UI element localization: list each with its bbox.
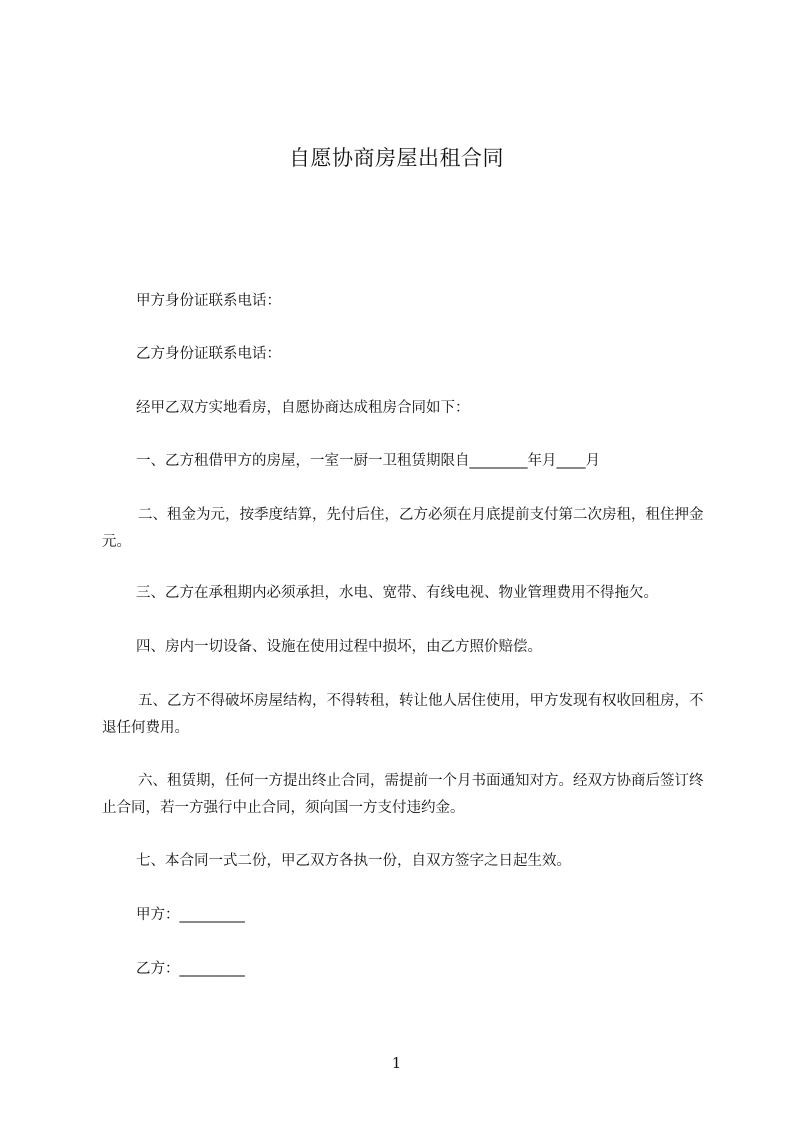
signature-party-b: 乙方：_________ xyxy=(136,961,245,977)
page-number: 1 xyxy=(391,1054,402,1072)
party-a-info: 甲方身份证联系电话： xyxy=(136,293,281,309)
clause-1: 一、乙方租借甲方的房屋，一室一厨一卫租赁期限自________年月____月 xyxy=(136,453,600,469)
clause-5: 五、乙方不得破坏房屋结构，不得转租，转让他人居住使用，甲方发现有权收回租房，不退任何费用。 xyxy=(102,693,704,736)
clause-4: 四、房内一切设备、设施在使用过程中损坏，由乙方照价赔偿。 xyxy=(136,639,542,655)
contract-intro: 经甲乙双方实地看房，自愿协商达成租房合同如下： xyxy=(136,400,470,416)
clause-6: 六、租赁期，任何一方提出终止合同，需提前一个月书面通知对方。经双方协商后签订终止合同，若一方强行中止合同，须向国一方支付违约金。 xyxy=(102,773,704,816)
signature-party-a: 甲方：_________ xyxy=(136,907,245,923)
document-title: 自愿协商房屋出租合同 xyxy=(289,146,504,170)
party-b-info: 乙方身份证联系电话： xyxy=(136,346,281,362)
clause-7: 七、本合同一式二份，甲乙双方各执一份，自双方签字之日起生效。 xyxy=(136,853,571,869)
clause-3: 三、乙方在承租期内必须承担，水电、宽带、有线电视、物业管理费用不得拖欠。 xyxy=(136,585,658,601)
clause-2: 二、租金为元，按季度结算，先付后住，乙方必须在月底提前支付第二次房租，租住押金元。 xyxy=(102,507,704,550)
